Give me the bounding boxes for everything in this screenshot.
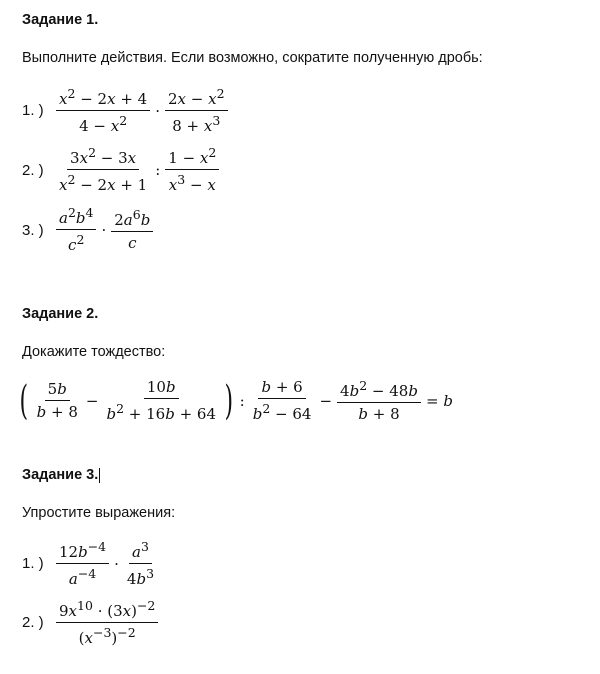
- task1-item1-label: 1. ): [22, 102, 44, 119]
- task2-heading: Задание 2.: [22, 306, 99, 322]
- task3-item2-expression: $\frac{9x^{10} \cdot (3x)^{-2}}{(x^{-3})^{-2}}$: [54, 598, 160, 647]
- text-cursor: [99, 468, 100, 483]
- task1-item3-expression: $\frac{a^2b^4}{c^2}$ · $\frac{2a^6b}{c}$: [54, 205, 155, 254]
- task3-instruction: Упростите выражения:: [22, 505, 176, 521]
- task1-heading: Задание 1.: [22, 12, 99, 28]
- task3-item2-label: 2. ): [22, 614, 44, 631]
- task1-instruction: Выполните действия. Если возможно, сократите полученную дробь:: [22, 50, 483, 66]
- task2-instruction: Докажите тождество:: [22, 344, 166, 360]
- task3-heading-text: Задание 3.: [22, 467, 99, 483]
- task1-item1-expression: $\frac{x^2 - 2x + 4}{4 - x^2}$ · $\frac{2x - x^2}{8 + x^3}$: [54, 86, 230, 135]
- task3-heading: [22, 467, 100, 483]
- task1-item2-expression: $\frac{3x^2 - 3x}{x^2 - 2x + 1}$ : $\frac{1 - x^2}{x^3 - x}$: [54, 145, 221, 194]
- task2-identity-expression: ( $\frac{5b}{b + 8}$ − $\frac{10b}{b^2 + 16b + 64}$ ) : $\frac{b + 6}{b^2 - 64}$ − $\frac{4b^2 - 48b}{b + 8}$ = b: [19, 377, 453, 424]
- task1-item3-label: 3. ): [22, 222, 44, 239]
- task3-item1-expression: $\frac{12b^{-4}}{a^{-4}}$ · $\frac{a^3}{4b^3}$: [54, 539, 159, 588]
- task1-item2-label: 2. ): [22, 162, 44, 179]
- task3-item1-label: 1. ): [22, 555, 44, 572]
